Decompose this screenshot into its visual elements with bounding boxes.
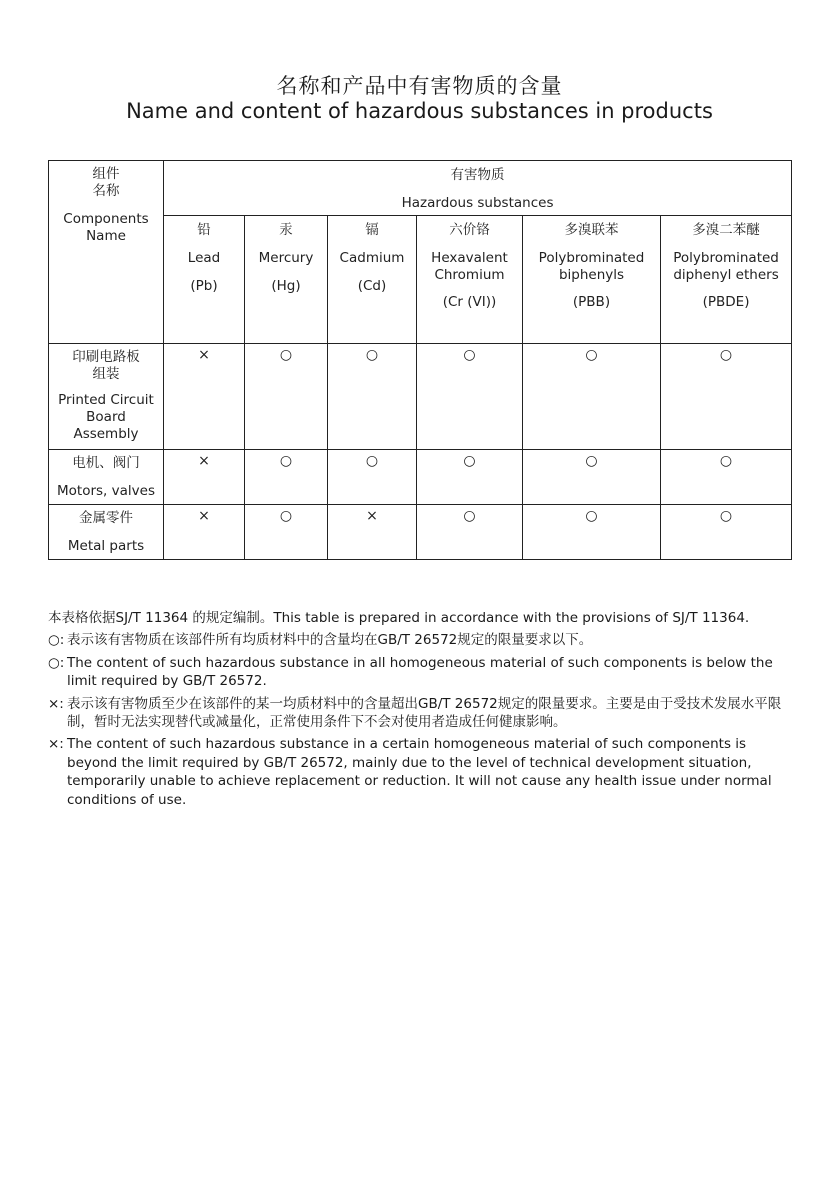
substance-en-2: diphenyl ethers bbox=[673, 267, 779, 283]
components-header-cell bbox=[49, 161, 164, 344]
substance-zh: 多溴联苯 bbox=[564, 222, 619, 238]
within-limit-mark: ○ bbox=[365, 453, 379, 469]
component-en-2: Board bbox=[86, 409, 126, 425]
title-chinese: 名称和产品中有害物质的含量 bbox=[276, 74, 563, 98]
mark-cell bbox=[417, 505, 523, 560]
within-limit-mark: ○ bbox=[585, 508, 598, 524]
component-motors-cell bbox=[49, 450, 164, 505]
substance-symbol: (Cd) bbox=[357, 278, 387, 294]
within-limit-mark: ○ bbox=[585, 453, 598, 469]
within-limit-mark: ○ bbox=[463, 508, 476, 524]
substances-header-en: Hazardous substances bbox=[401, 195, 554, 211]
substance-zh: 铅 bbox=[197, 222, 211, 238]
mark-cell bbox=[328, 344, 417, 450]
cross-symbol: ×: bbox=[48, 695, 64, 712]
note-cross-zh-text: 表示该有害物质至少在该部件的某一均质材料中的含量超出GB/T 26572规定的限量要求。主要是由于受技术发展水平限制，暂时无法实现替代或减量化，正常使用条件下不会对使用者造成任何健康影响。 bbox=[67, 695, 782, 731]
substance-cadmium-cell bbox=[328, 216, 417, 344]
mark-cell bbox=[417, 450, 523, 505]
mark-cell bbox=[328, 505, 417, 560]
components-header-zh-2: 名称 bbox=[92, 183, 120, 199]
component-zh-1: 金属零件 bbox=[79, 510, 133, 526]
substance-lead-cell bbox=[164, 216, 245, 344]
within-limit-mark: ○ bbox=[463, 453, 476, 469]
substance-symbol: (Hg) bbox=[271, 278, 301, 294]
component-metal-cell bbox=[49, 505, 164, 560]
components-header-zh-1: 组件 bbox=[92, 166, 120, 182]
component-en-3: Assembly bbox=[73, 426, 139, 442]
hazardous-substances-table bbox=[48, 160, 792, 560]
note-circle-en-text: The content of such hazardous substance in all homogeneous material of such components is below the limit required by GB/T 26572. bbox=[67, 654, 773, 690]
component-en-1: Motors, valves bbox=[57, 483, 155, 499]
within-limit-mark: ○ bbox=[279, 453, 293, 469]
substance-zh: 多溴二苯醚 bbox=[692, 222, 760, 238]
note-circle-en bbox=[48, 654, 793, 691]
note-circle-zh-text: 表示该有害物质在该部件所有均质材料中的含量均在GB/T 26572规定的限量要求以下。 bbox=[67, 632, 593, 649]
mark-cell bbox=[245, 505, 328, 560]
component-zh-1: 电机、阀门 bbox=[72, 455, 140, 471]
substances-header-cell bbox=[164, 161, 792, 216]
mark-cell bbox=[661, 450, 792, 505]
substances-header-zh: 有害物质 bbox=[450, 167, 505, 183]
mark-cell bbox=[328, 450, 417, 505]
within-limit-mark: ○ bbox=[279, 347, 293, 363]
mark-cell bbox=[245, 450, 328, 505]
note-cross-zh bbox=[48, 695, 793, 732]
mark-cell bbox=[417, 344, 523, 450]
substance-en: Mercury bbox=[258, 250, 314, 266]
within-limit-mark: ○ bbox=[463, 347, 476, 363]
within-limit-mark: ○ bbox=[719, 347, 733, 363]
table-row bbox=[49, 450, 792, 505]
component-zh-1: 印刷电路板 bbox=[72, 349, 140, 365]
substance-pbb-cell bbox=[523, 216, 661, 344]
note-circle-zh bbox=[48, 631, 793, 649]
substance-mercury-cell bbox=[245, 216, 328, 344]
within-limit-mark: ○ bbox=[279, 508, 293, 524]
exceeds-limit-mark: × bbox=[198, 347, 210, 363]
component-en-1: Metal parts bbox=[67, 538, 145, 554]
mark-cell bbox=[164, 505, 245, 560]
substance-en-1: Polybrominated bbox=[673, 250, 779, 266]
mark-cell bbox=[661, 344, 792, 450]
substance-zh: 六价铬 bbox=[449, 222, 490, 238]
within-limit-mark: ○ bbox=[365, 347, 379, 363]
substance-zh: 汞 bbox=[279, 222, 293, 238]
mark-cell bbox=[523, 505, 661, 560]
substance-en: Cadmium bbox=[339, 250, 405, 266]
mark-cell bbox=[164, 344, 245, 450]
within-limit-mark: ○ bbox=[719, 508, 733, 524]
circle-symbol: ○: bbox=[48, 654, 65, 671]
exceeds-limit-mark: × bbox=[198, 453, 210, 469]
component-en-1: Printed Circuit bbox=[58, 392, 154, 408]
substance-en-2: biphenyls bbox=[558, 267, 625, 283]
mark-cell bbox=[523, 450, 661, 505]
substance-symbol: (PBDE) bbox=[702, 294, 750, 310]
substance-symbol: (Cr (VI)) bbox=[442, 294, 497, 310]
exceeds-limit-mark: × bbox=[366, 508, 378, 524]
components-header-en-1: Components bbox=[63, 211, 149, 227]
circle-symbol: ○: bbox=[48, 632, 65, 649]
table-row bbox=[49, 344, 792, 450]
substance-en-1: Polybrominated bbox=[538, 250, 645, 266]
components-header-en-2: Name bbox=[86, 228, 126, 244]
mark-cell bbox=[245, 344, 328, 450]
note-basis: 本表格依据SJ/T 11364 的规定编制。This table is prepared in accordance with the provisions of SJ/T 11364. bbox=[48, 610, 750, 626]
substance-en-2: Chromium bbox=[434, 267, 505, 283]
table-row bbox=[49, 505, 792, 560]
mark-cell bbox=[523, 344, 661, 450]
substance-chromium-cell bbox=[417, 216, 523, 344]
substance-en-1: Hexavalent bbox=[431, 250, 508, 266]
substance-symbol: (Pb) bbox=[190, 278, 218, 294]
component-pcb-cell bbox=[49, 344, 164, 450]
notes-section bbox=[48, 609, 793, 809]
component-zh-2: 组装 bbox=[92, 366, 120, 382]
mark-cell bbox=[661, 505, 792, 560]
substance-en: Lead bbox=[187, 250, 221, 266]
substance-zh: 镉 bbox=[365, 222, 379, 238]
cross-symbol: ×: bbox=[48, 736, 64, 753]
substance-symbol: (PBB) bbox=[572, 294, 611, 310]
table-header-row bbox=[49, 161, 792, 216]
exceeds-limit-mark: × bbox=[198, 508, 210, 524]
mark-cell bbox=[164, 450, 245, 505]
title-english: Name and content of hazardous substances in products bbox=[126, 99, 713, 123]
within-limit-mark: ○ bbox=[585, 347, 598, 363]
note-cross-en-text: The content of such hazardous substance in a certain homogeneous material of such components is beyond the limit required by GB/T 26572, mainly due to the level of technical development situation, temporarily unable to achieve replacement or reduction. It will not cause any health issue under normal conditions of use. bbox=[67, 736, 772, 808]
within-limit-mark: ○ bbox=[719, 453, 733, 469]
note-cross-en bbox=[48, 735, 793, 809]
substance-pbde-cell bbox=[661, 216, 792, 344]
